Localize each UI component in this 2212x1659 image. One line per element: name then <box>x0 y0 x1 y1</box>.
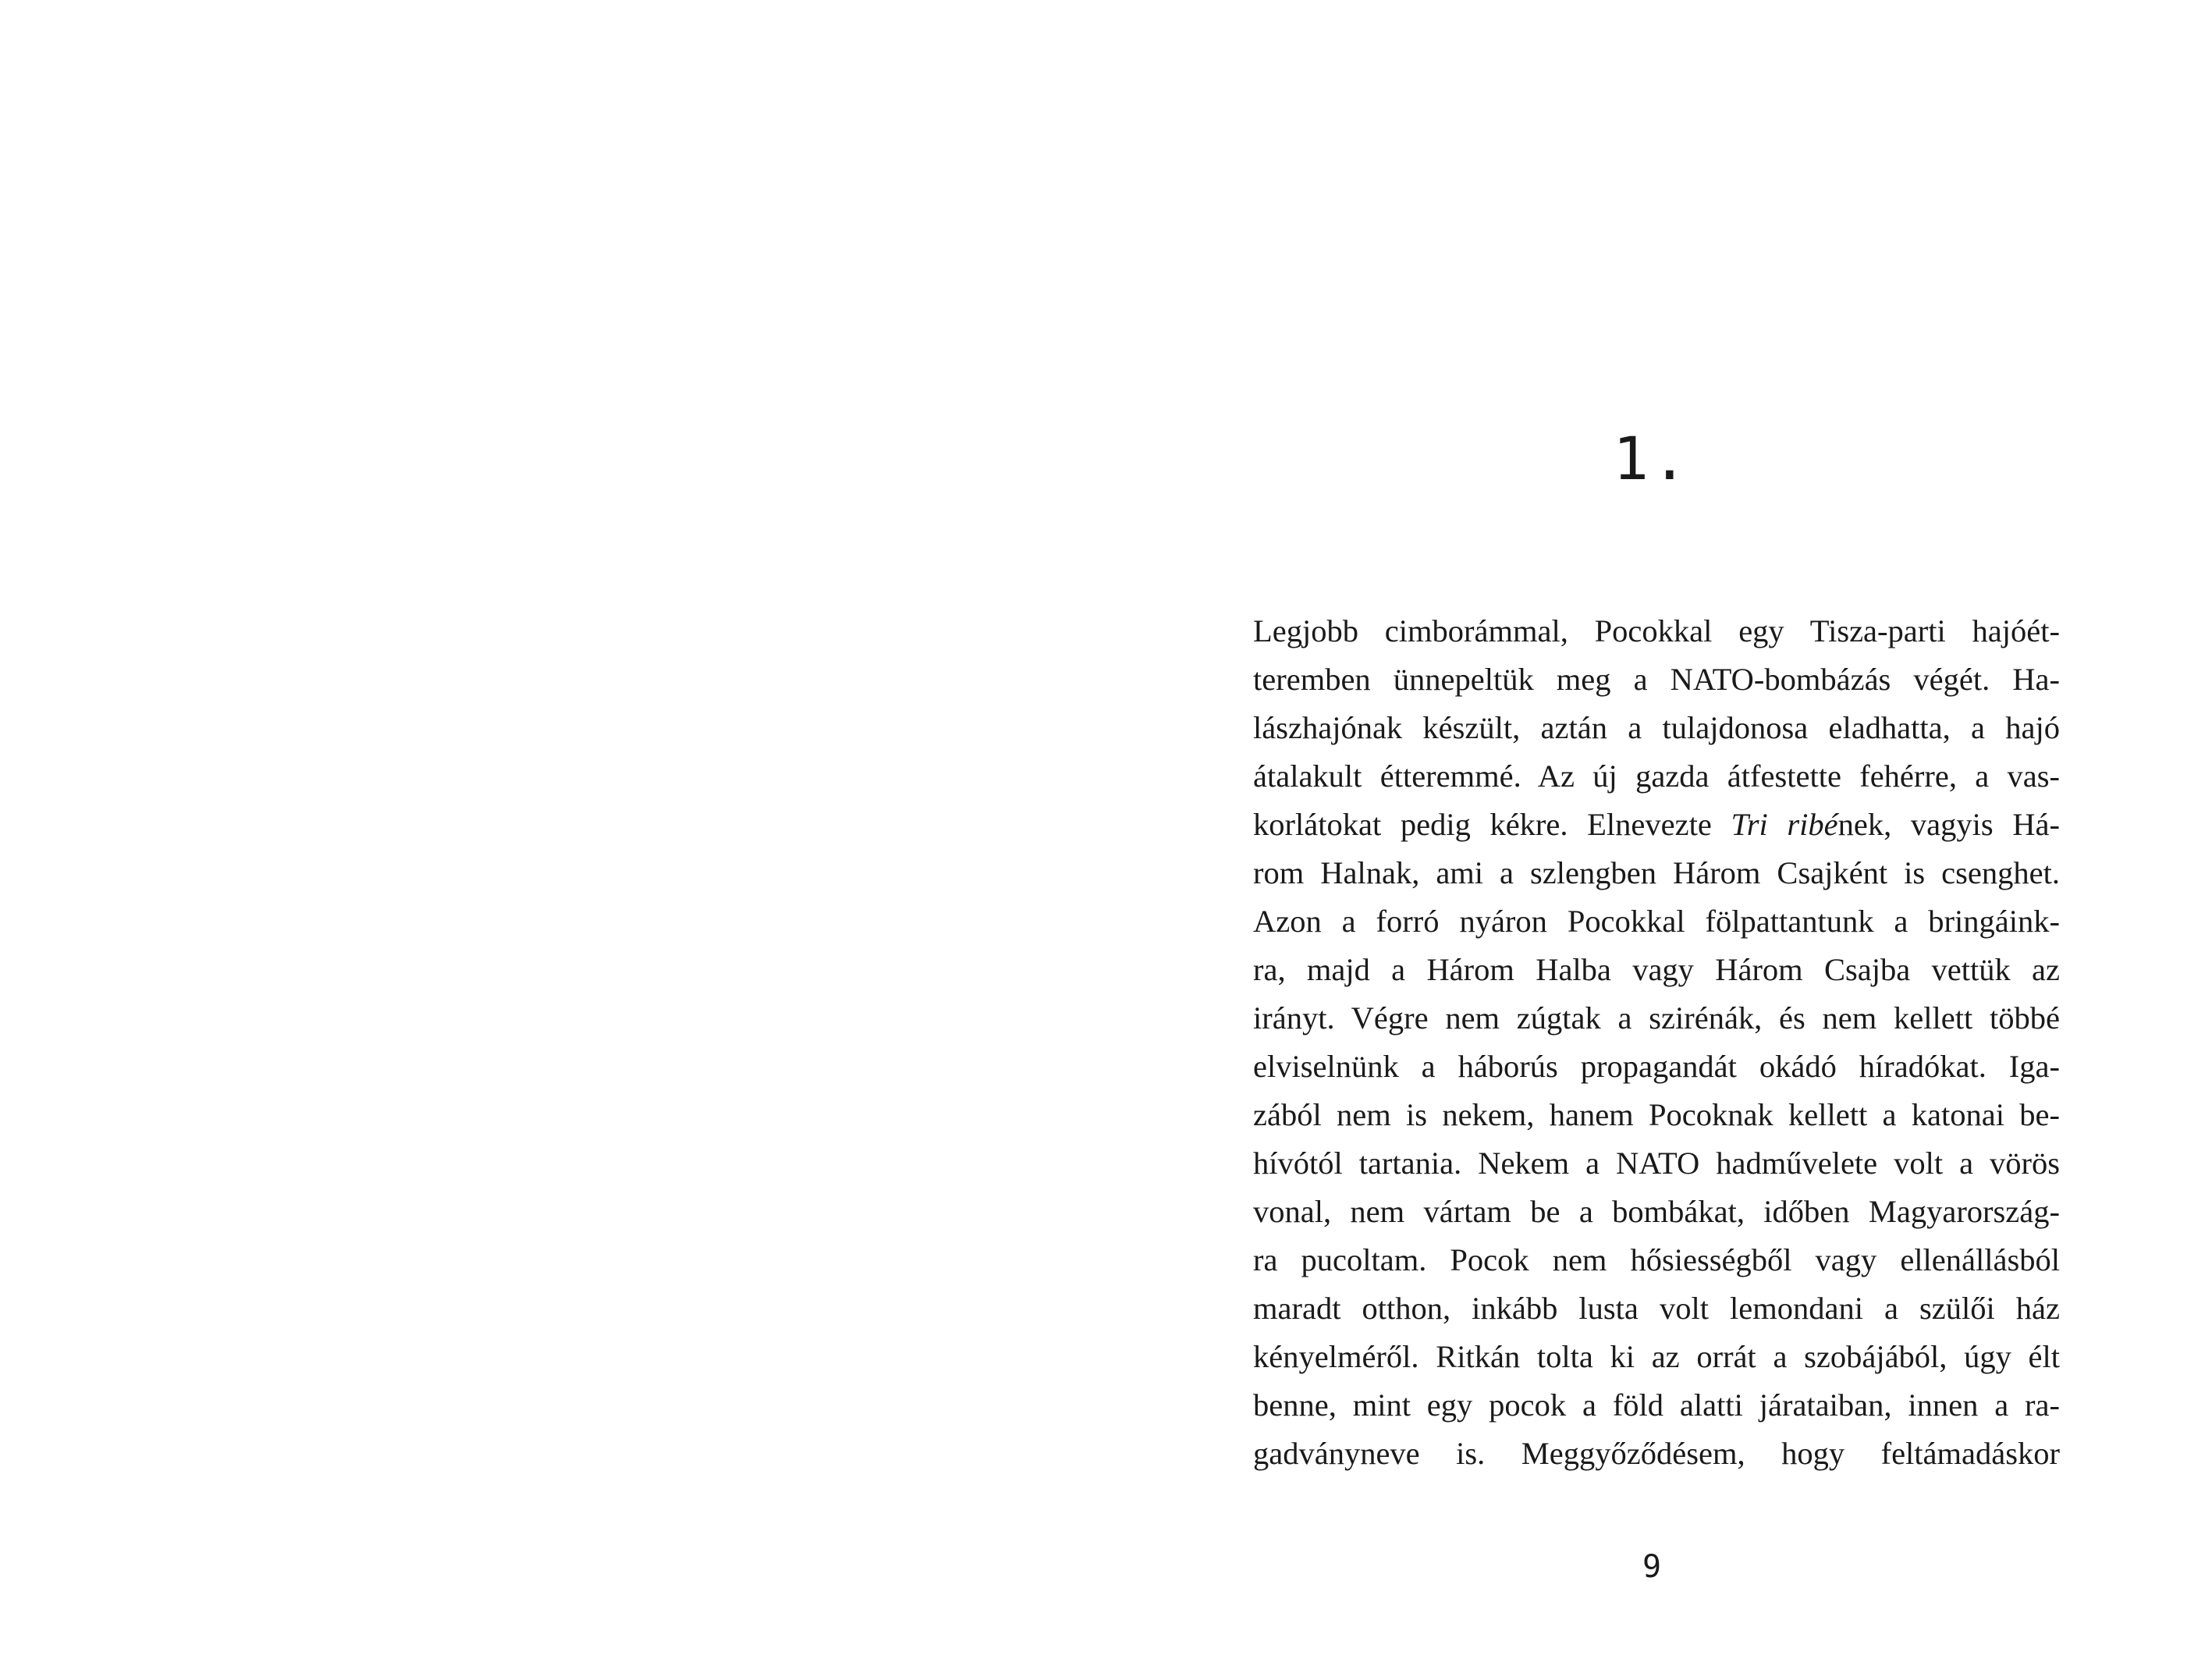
text-line: rom Halnak, ami a szlengben Három Csajként is csenghet. <box>1253 855 2060 890</box>
text-line: elviselnünk a háborús propagandát okádó híradókat. Iga- <box>1253 1049 2060 1084</box>
text-line: lászhajónak készült, aztán a tulajdonosa eladhatta, a hajó <box>1253 710 2060 745</box>
text-line: irányt. Végre nem zúgtak a szirénák, és nem kellett többé <box>1253 1000 2060 1036</box>
text-line: maradt otthon, inkább lusta volt lemondani a szülői ház <box>1253 1291 2060 1326</box>
text-line: hívótól tartania. Nekem a NATO hadművelete volt a vörös <box>1253 1146 2060 1181</box>
text-run: nek, vagyis Há- <box>1837 807 2060 842</box>
text-line: kényelméről. Ritkán tolta ki az orrát a szobájából, úgy élt <box>1253 1339 2060 1374</box>
text-line: ra, majd a Három Halba vagy Három Csajba vettük az <box>1253 952 2060 987</box>
text-line: teremben ünnepeltük meg a NATO-bombázás végét. Ha- <box>1253 662 2060 697</box>
text-line <box>1253 801 2060 849</box>
chapter-number: 1. <box>1613 424 1691 493</box>
text-line: zából nem is nekem, hanem Pocoknak kellett a katonai be- <box>1253 1097 2060 1132</box>
text-line: átalakult étteremmé. Az új gazda átfestette fehérre, a vas- <box>1253 758 2060 794</box>
page-number: 9 <box>1642 1549 1662 1585</box>
text-line: vonal, nem vártam be a bombákat, időben Magyarország- <box>1253 1194 2060 1229</box>
text-line: Azon a forró nyáron Pocokkal fölpattantunk a bringáink- <box>1253 904 2060 939</box>
italic-title: Tri ribé <box>1731 807 1838 842</box>
text-run: korlátokat pedig kékre. Elnevezte <box>1253 807 1731 842</box>
text-line: ra pucoltam. Pocok nem hősiességből vagy ellenállásból <box>1253 1242 2060 1277</box>
text-line: gadványneve is. Meggyőződésem, hogy feltámadáskor <box>1253 1436 2060 1471</box>
text-line: Legjobb cimborámmal, Pocokkal egy Tisza-parti hajóét- <box>1253 613 2060 648</box>
body-paragraph <box>1253 607 2060 1478</box>
text-line: benne, mint egy pocok a föld alatti járataiban, innen a ra- <box>1253 1387 2060 1423</box>
